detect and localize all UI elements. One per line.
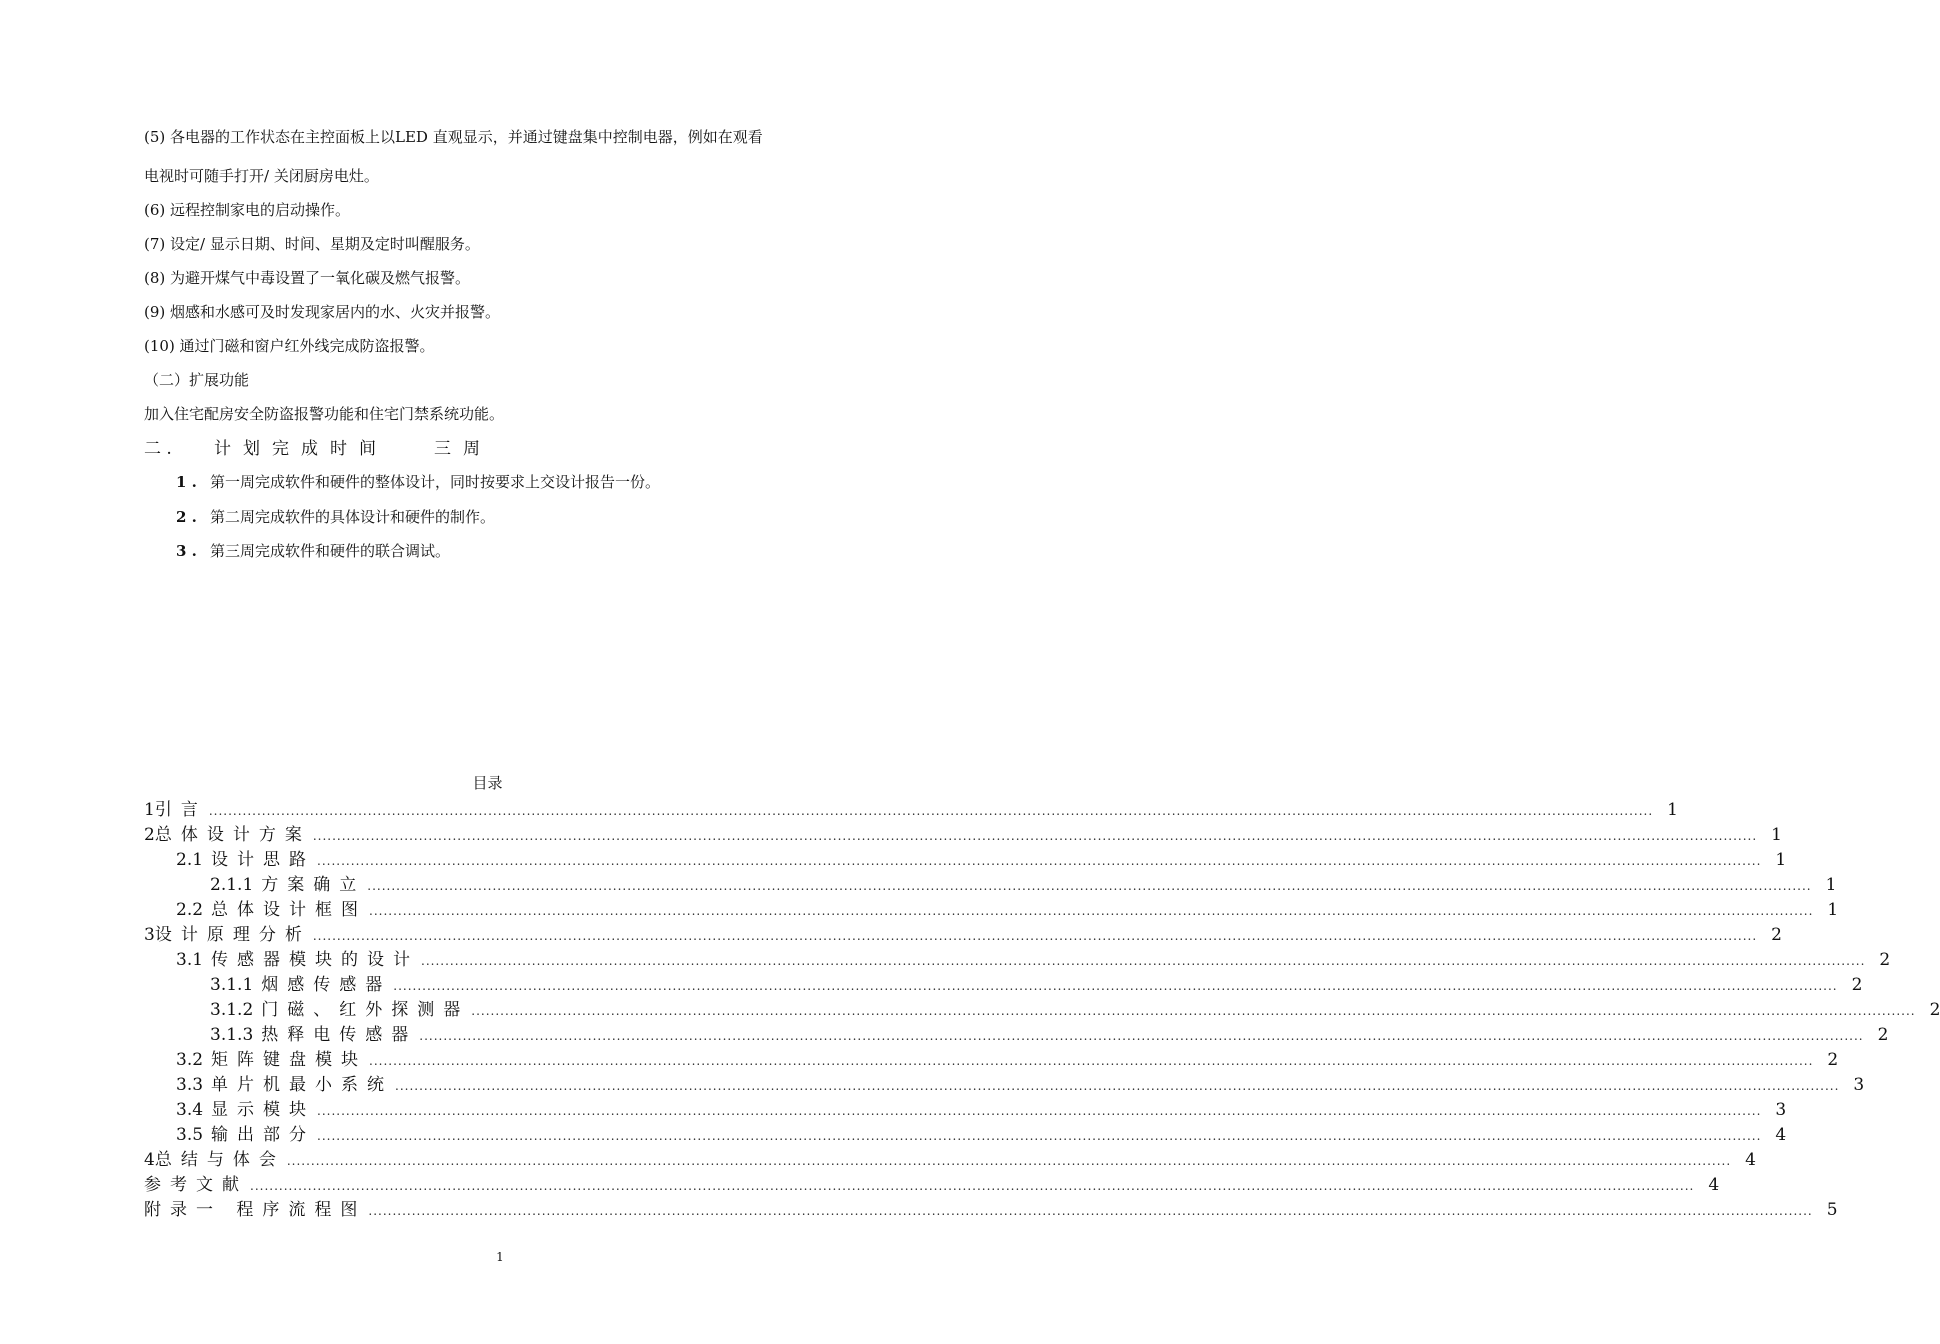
toc-entry[interactable] bbox=[176, 1095, 1787, 1120]
toc-entry-page: 4 bbox=[1775, 1125, 1787, 1145]
toc-dot-leader: ............................................................................................................................................................................................................................................................................................................ bbox=[286, 1154, 1732, 1168]
toc-entry-page: 3 bbox=[1853, 1075, 1865, 1095]
plan-item bbox=[176, 506, 495, 527]
plan-item-text: 第二周完成软件的具体设计和硬件的制作。 bbox=[210, 508, 496, 526]
body-line: (10) 通过门磁和窗户红外线完成防盗报警。 bbox=[144, 337, 435, 355]
toc-entry-page: 2 bbox=[1879, 950, 1891, 970]
body-line: (9) 烟感和水感可及时发现家居内的水、火灾并报警。 bbox=[144, 303, 501, 321]
toc-dot-leader: ............................................................................................................................................................................................................................................................................................................ bbox=[317, 854, 1762, 868]
toc-dot-leader: ............................................................................................................................................................................................................................................................................................................ bbox=[317, 1104, 1762, 1118]
toc-dot-leader: ............................................................................................................................................................................................................................................................................................................ bbox=[395, 1079, 1840, 1093]
toc-entry[interactable] bbox=[144, 1145, 1756, 1170]
toc-entry-page: 2 bbox=[1851, 975, 1863, 995]
toc-entry-page: 2 bbox=[1827, 1050, 1839, 1070]
toc-entry-title: 引言 bbox=[154, 800, 207, 820]
toc-entry-number: 3.1 bbox=[176, 950, 204, 970]
toc-entry[interactable] bbox=[210, 970, 1863, 995]
plan-item-number: 2 . bbox=[176, 508, 197, 526]
toc-entry-number: 2 bbox=[144, 825, 155, 845]
toc-entry-title: 设计思路 bbox=[211, 850, 316, 870]
toc-entry-page: 1 bbox=[1775, 850, 1787, 870]
toc-dot-leader: ............................................................................................................................................................................................................................................................................................................ bbox=[393, 979, 1838, 993]
toc-dot-leader: ............................................................................................................................................................................................................................................................................................................ bbox=[369, 1054, 1814, 1068]
toc-entry[interactable] bbox=[144, 920, 1782, 945]
plan-item-number: 1 . bbox=[176, 473, 197, 491]
page-number: 1 bbox=[496, 1250, 504, 1264]
plan-heading-period: 三周 bbox=[434, 439, 492, 459]
toc-entry[interactable] bbox=[144, 795, 1678, 820]
toc-entry-page: 1 bbox=[1667, 800, 1678, 820]
toc-entry-title: 单片机最小系统 bbox=[211, 1075, 394, 1095]
toc-entry-number: 3.1.3 bbox=[210, 1025, 254, 1045]
toc-dot-leader: ............................................................................................................................................................................................................................................................................................................ bbox=[368, 1204, 1813, 1218]
plan-heading bbox=[144, 434, 492, 459]
toc-entry-number: 3.3 bbox=[176, 1075, 204, 1095]
toc-dot-leader: ............................................................................................................................................................................................................................................................................................................ bbox=[421, 954, 1866, 968]
toc-entry-page: 5 bbox=[1826, 1200, 1838, 1220]
toc-entry-page: 3 bbox=[1775, 1100, 1787, 1120]
body-line: (5) 各电器的工作状态在主控面板上以LED 直观显示，并通过键盘集中控制电器，例如在观看 bbox=[144, 128, 763, 146]
toc-entry-page: 1 bbox=[1771, 825, 1782, 845]
toc-entry[interactable] bbox=[176, 895, 1839, 920]
toc-entry[interactable] bbox=[176, 1070, 1865, 1095]
toc-entry-number: 4 bbox=[144, 1150, 155, 1170]
toc-entry-page: 4 bbox=[1708, 1175, 1720, 1195]
toc-entry[interactable] bbox=[176, 1120, 1787, 1145]
toc-entry[interactable] bbox=[210, 1020, 1889, 1045]
toc-dot-leader: ............................................................................................................................................................................................................................................................................................................ bbox=[312, 829, 1758, 843]
toc-entry-page: 1 bbox=[1825, 875, 1837, 895]
toc-entry[interactable] bbox=[176, 945, 1891, 970]
toc-entry-title: 总体设计方案 bbox=[154, 825, 311, 845]
plan-item-text: 第一周完成软件和硬件的整体设计，同时按要求上交设计报告一份。 bbox=[210, 473, 661, 491]
toc-dot-leader: ............................................................................................................................................................................................................................................................................................................ bbox=[317, 1129, 1762, 1143]
toc-entry-page: 2 bbox=[1771, 925, 1782, 945]
toc-entry-number: 2.2 bbox=[176, 900, 204, 920]
plan-heading-title: 计划完成时间 bbox=[214, 439, 388, 459]
toc-dot-leader: ............................................................................................................................................................................................................................................................................................................ bbox=[419, 1029, 1864, 1043]
toc-entry-page: 2 bbox=[1877, 1025, 1889, 1045]
toc-entry-title: 门磁、红外探测器 bbox=[261, 1000, 470, 1020]
toc-entry-title: 总结与体会 bbox=[154, 1150, 285, 1170]
toc-entry[interactable] bbox=[210, 870, 1837, 895]
toc-title: 目录 bbox=[472, 774, 503, 792]
body-line: (8) 为避开煤气中毒设置了一氧化碳及燃气报警。 bbox=[144, 269, 471, 287]
toc-entry-title: 总体设计框图 bbox=[211, 900, 368, 920]
toc-dot-leader: ............................................................................................................................................................................................................................................................................................................ bbox=[312, 929, 1758, 943]
toc-entry[interactable] bbox=[144, 1195, 1838, 1220]
plan-item bbox=[176, 540, 450, 561]
toc-dot-leader: ............................................................................................................................................................................................................................................................................................................ bbox=[471, 1004, 1916, 1018]
toc-entry-title: 输出部分 bbox=[211, 1125, 316, 1145]
toc-entry-title: 方案确立 bbox=[261, 875, 366, 895]
toc-entry-title: 附录一 程序流程图 bbox=[144, 1200, 367, 1220]
body-line: 加入住宅配房安全防盗报警功能和住宅门禁系统功能。 bbox=[144, 405, 505, 423]
toc-dot-leader: ............................................................................................................................................................................................................................................................................................................ bbox=[367, 879, 1812, 893]
toc-entry[interactable] bbox=[176, 1045, 1839, 1070]
toc-entry-title: 传感器模块的设计 bbox=[211, 950, 420, 970]
toc-entry-title: 显示模块 bbox=[211, 1100, 316, 1120]
toc-entry-number: 1 bbox=[144, 800, 155, 820]
toc-entry-title: 矩阵键盘模块 bbox=[211, 1050, 368, 1070]
toc-entry-number: 3.1.1 bbox=[210, 975, 254, 995]
plan-heading-number: 二 . bbox=[144, 439, 172, 459]
toc-entry[interactable] bbox=[210, 995, 1940, 1020]
section-subheading: （二）扩展功能 bbox=[144, 371, 250, 389]
body-line: (6) 远程控制家电的启动操作。 bbox=[144, 201, 351, 219]
toc-entry-number: 3.5 bbox=[176, 1125, 204, 1145]
toc-dot-leader: ............................................................................................................................................................................................................................................................................................................ bbox=[250, 1179, 1695, 1193]
toc-entry-page: 1 bbox=[1827, 900, 1839, 920]
toc-entry-page: 4 bbox=[1745, 1150, 1756, 1170]
toc-entry-number: 3.4 bbox=[176, 1100, 204, 1120]
body-line: 电视时可随手打开/ 关闭厨房电灶。 bbox=[144, 167, 379, 185]
toc-entry-number: 3.1.2 bbox=[210, 1000, 254, 1020]
toc-entry-title: 参考文献 bbox=[144, 1175, 248, 1195]
toc-entry-number: 3 bbox=[144, 925, 155, 945]
toc-dot-leader: ............................................................................................................................................................................................................................................................................................................ bbox=[369, 904, 1814, 918]
toc-entry-number: 3.2 bbox=[176, 1050, 204, 1070]
plan-item-number: 3 . bbox=[176, 542, 197, 560]
toc-dot-leader: ............................................................................................................................................................................................................................................................................................................ bbox=[208, 804, 1654, 818]
toc-entry-title: 烟感传感器 bbox=[261, 975, 392, 995]
toc-entry-title: 设计原理分析 bbox=[154, 925, 311, 945]
toc-entry[interactable] bbox=[144, 1170, 1720, 1195]
toc-entry[interactable] bbox=[144, 820, 1782, 845]
body-line: (7) 设定/ 显示日期、时间、星期及定时叫醒服务。 bbox=[144, 235, 480, 253]
toc-entry[interactable] bbox=[176, 845, 1787, 870]
toc-entry-title: 热释电传感器 bbox=[261, 1025, 418, 1045]
toc-entry-number: 2.1.1 bbox=[210, 875, 254, 895]
toc-entry-number: 2.1 bbox=[176, 850, 204, 870]
plan-item bbox=[176, 471, 660, 492]
toc-entry-page: 2 bbox=[1929, 1000, 1940, 1020]
plan-item-text: 第三周完成软件和硬件的联合调试。 bbox=[210, 542, 451, 560]
